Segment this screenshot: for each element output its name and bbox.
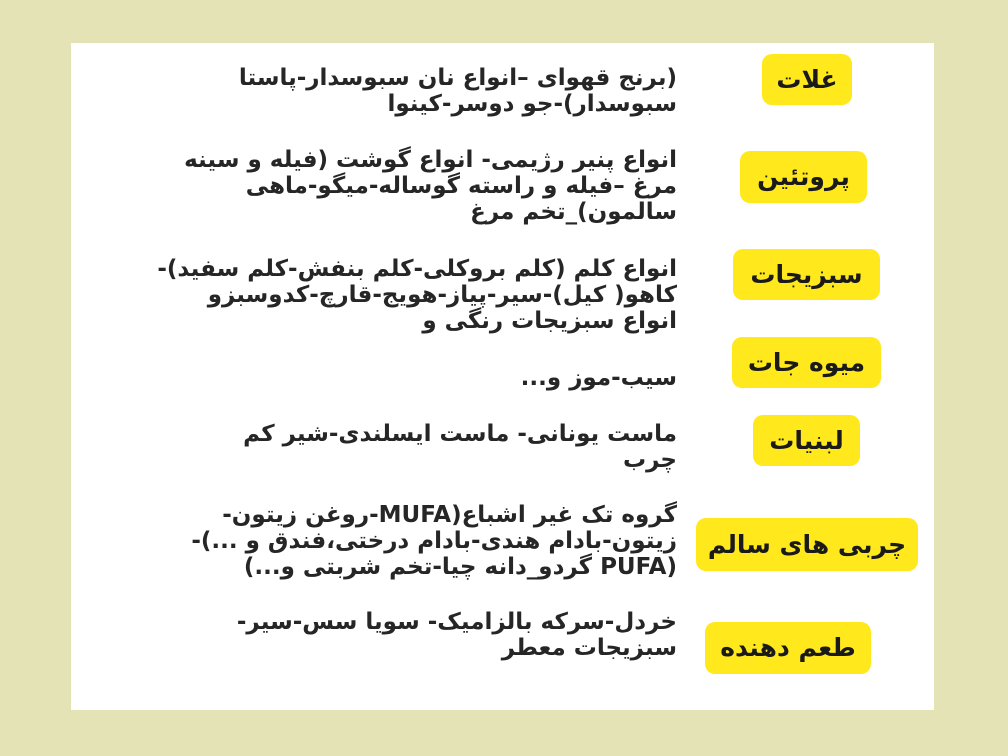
food-group-description [77,147,677,225]
food-group-description [77,421,677,473]
slide-panel [71,43,934,710]
food-group-label-fruits: میوه جات [732,337,881,388]
description-line: گروه تک غیر اشباع(MUFA-روغن زیتون- [222,502,677,528]
description-line: (PUFA گردو_دانه چیا-تخم شربتی و...) [243,554,677,580]
food-group-description [77,609,677,661]
food-group-label-vegetables: سبزیجات [733,249,880,300]
food-group-label-flavorings: طعم دهنده [705,622,871,674]
description-line: سبوسدار)-جو دوسر-کینوا [387,91,677,117]
description-line: سبزیجات معطر [501,635,677,661]
description-line: خردل-سرکه بالزامیک- سویا سس-سیر- [236,609,677,635]
description-line: (برنج قهوای –انواع نان سبوسدار-پاستا [238,65,677,91]
description-line: انواع سبزیجات رنگی و [422,308,677,334]
food-group-description [77,365,677,391]
description-line: مرغ –فیله و راسته گوساله-میگو-ماهی [245,173,677,199]
description-line: چرب [623,447,677,473]
description-line: زیتون-بادام هندی-بادام درختی،فندق و ...)- [191,528,677,554]
food-group-label-grains: غلات [762,54,852,105]
food-group-label-protein: پروتئین [740,151,867,203]
food-group-description [77,502,677,580]
description-line: سالمون)_تخم مرغ [470,199,677,225]
food-group-label-dairy: لبنیات [753,415,860,466]
description-line: انواع کلم (کلم بروکلی-کلم بنفش-کلم سفید)- [157,256,677,282]
description-line: کاهو( کیل)-سیر-پیاز-هویج-قارچ-کدوسبزو [207,282,677,308]
food-group-label-healthy-fats: چربی های سالم [696,518,918,571]
description-line: انواع پنیر رژیمی- انواع گوشت (فیله و سینه [184,147,677,173]
description-line: ماست یونانی- ماست ایسلندی-شیر کم [243,421,677,447]
food-group-description [77,256,677,334]
food-group-description [77,65,677,117]
description-line: سیب-موز و... [520,365,677,391]
